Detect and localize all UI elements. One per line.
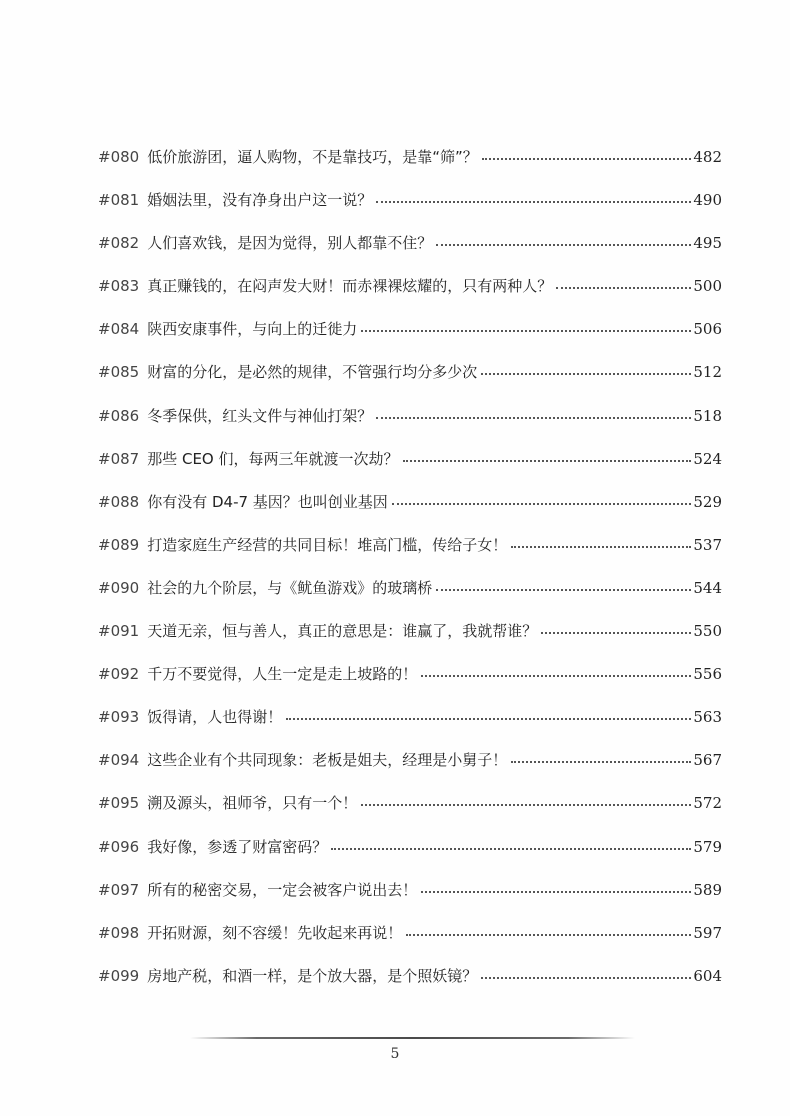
entry-page-number: 490 bbox=[693, 191, 722, 210]
entry-title: 这些企业有个共同现象：老板是姐夫，经理是小舅子！ bbox=[147, 751, 508, 770]
entry-title: 打造家庭生产经营的共同目标！堆高门槛，传给子女！ bbox=[147, 535, 508, 554]
entry-page-number: 572 bbox=[693, 794, 722, 813]
toc-entry[interactable] bbox=[98, 869, 722, 912]
entry-number: #092 bbox=[98, 665, 140, 684]
dot-leader bbox=[482, 156, 692, 160]
dot-leader bbox=[421, 889, 691, 893]
toc-entry[interactable] bbox=[98, 265, 722, 308]
toc-entry[interactable] bbox=[98, 179, 722, 222]
entry-page-number: 482 bbox=[693, 148, 722, 166]
toc-entry[interactable] bbox=[98, 826, 722, 869]
dot-leader bbox=[541, 630, 691, 634]
entry-title: 婚姻法里，没有净身出户这一说？ bbox=[147, 191, 373, 210]
entry-page-number: 512 bbox=[693, 363, 722, 382]
toc-entry[interactable] bbox=[98, 912, 722, 955]
toc-entry[interactable] bbox=[98, 739, 722, 782]
dot-leader bbox=[376, 199, 691, 203]
toc-entry[interactable] bbox=[98, 524, 722, 567]
dot-leader bbox=[511, 759, 691, 763]
entry-number: #098 bbox=[98, 923, 140, 942]
toc-entry[interactable] bbox=[98, 136, 722, 179]
entry-page-number: 495 bbox=[693, 234, 722, 253]
toc-entry[interactable] bbox=[98, 395, 722, 438]
entry-number: #094 bbox=[98, 751, 140, 770]
entry-title: 真正赚钱的，在闷声发大财！而赤裸裸炫耀的，只有两种人？ bbox=[147, 277, 553, 296]
entry-page-number: 563 bbox=[693, 708, 722, 727]
entry-title: 那些 CEO 们，每两三年就渡一次劫？ bbox=[147, 449, 399, 468]
entry-number: #083 bbox=[98, 277, 140, 296]
entry-page-number: 529 bbox=[693, 492, 722, 511]
entry-title: 千万不要觉得，人生一定是走上坡路的！ bbox=[147, 665, 418, 684]
entry-title: 低价旅游团，逼人购物，不是靠技巧，是靠“筛”？ bbox=[147, 148, 478, 166]
entry-title: 冬季保供，红头文件与神仙打架？ bbox=[147, 406, 373, 425]
entry-page-number: 518 bbox=[693, 406, 722, 425]
entry-page-number: 567 bbox=[693, 751, 722, 770]
toc-entry[interactable] bbox=[98, 308, 722, 351]
entry-number: #090 bbox=[98, 578, 140, 597]
entry-title: 所有的秘密交易，一定会被客户说出去！ bbox=[147, 880, 418, 899]
dot-leader bbox=[361, 802, 691, 806]
dot-leader bbox=[406, 932, 691, 936]
dot-leader bbox=[331, 846, 691, 850]
entry-title: 天道无亲，恒与善人，真正的意思是：谁赢了，我就帮谁？ bbox=[147, 622, 538, 641]
dot-leader bbox=[392, 501, 692, 505]
entry-page-number: 556 bbox=[693, 665, 722, 684]
dot-leader bbox=[436, 242, 691, 246]
entry-page-number: 506 bbox=[693, 320, 722, 339]
toc-entry[interactable] bbox=[98, 481, 722, 524]
dot-leader bbox=[421, 673, 691, 677]
entry-number: #086 bbox=[98, 406, 140, 425]
dot-leader bbox=[556, 285, 691, 289]
entry-page-number: 589 bbox=[693, 880, 722, 899]
entry-page-number: 500 bbox=[693, 277, 722, 296]
entry-page-number: 544 bbox=[693, 578, 722, 597]
entry-title: 饭得请，人也得谢！ bbox=[147, 708, 283, 727]
entry-page-number: 550 bbox=[693, 622, 722, 641]
toc-entry[interactable] bbox=[98, 610, 722, 653]
entry-page-number: 597 bbox=[693, 923, 722, 942]
entry-title: 社会的九个阶层，与《鱿鱼游戏》的玻璃桥 bbox=[147, 578, 433, 597]
entry-title: 开拓财源，刻不容缓！先收起来再说！ bbox=[147, 923, 403, 942]
dot-leader bbox=[436, 587, 691, 591]
toc-entry[interactable] bbox=[98, 782, 722, 825]
entry-title: 你有没有 D4-7 基因？也叫创业基因 bbox=[147, 492, 388, 511]
table-of-contents bbox=[98, 136, 722, 998]
entry-title: 财富的分化，是必然的规律，不管强行均分多少次 bbox=[147, 363, 478, 382]
toc-entry[interactable] bbox=[98, 696, 722, 739]
entry-number: #091 bbox=[98, 622, 140, 641]
entry-number: #099 bbox=[98, 966, 140, 985]
entry-number: #080 bbox=[98, 148, 140, 166]
entry-title: 溯及源头，祖师爷，只有一个！ bbox=[147, 794, 358, 813]
toc-entry[interactable] bbox=[98, 351, 722, 394]
toc-entry[interactable] bbox=[98, 438, 722, 481]
footer-divider bbox=[190, 1037, 635, 1039]
dot-leader bbox=[286, 716, 691, 720]
entry-page-number: 537 bbox=[693, 535, 722, 554]
dot-leader bbox=[361, 328, 691, 332]
toc-entry[interactable] bbox=[98, 955, 722, 998]
entry-title: 陕西安康事件，与向上的迁徙力 bbox=[147, 320, 358, 339]
dot-leader bbox=[481, 975, 691, 979]
dot-leader bbox=[511, 544, 691, 548]
dot-leader bbox=[376, 415, 691, 419]
entry-title: 我好像，参透了财富密码？ bbox=[147, 837, 328, 856]
entry-number: #089 bbox=[98, 535, 140, 554]
toc-entry[interactable] bbox=[98, 653, 722, 696]
entry-title: 房地产税，和酒一样，是个放大器，是个照妖镜？ bbox=[147, 966, 478, 985]
entry-number: #082 bbox=[98, 234, 140, 253]
page-number: 5 bbox=[390, 1046, 400, 1062]
entry-page-number: 579 bbox=[693, 837, 722, 856]
entry-page-number: 604 bbox=[693, 966, 722, 985]
entry-number: #097 bbox=[98, 880, 140, 899]
dot-leader bbox=[481, 371, 691, 375]
entry-number: #081 bbox=[98, 191, 140, 210]
entry-page-number: 524 bbox=[693, 449, 722, 468]
dot-leader bbox=[403, 458, 692, 462]
entry-number: #085 bbox=[98, 363, 140, 382]
entry-title: 人们喜欢钱，是因为觉得，别人都靠不住？ bbox=[147, 234, 433, 253]
entry-number: #088 bbox=[98, 492, 140, 511]
entry-number: #096 bbox=[98, 837, 140, 856]
toc-entry[interactable] bbox=[98, 567, 722, 610]
entry-number: #087 bbox=[98, 449, 140, 468]
toc-entry[interactable] bbox=[98, 222, 722, 265]
entry-number: #093 bbox=[98, 708, 140, 727]
entry-number: #095 bbox=[98, 794, 140, 813]
entry-number: #084 bbox=[98, 320, 140, 339]
